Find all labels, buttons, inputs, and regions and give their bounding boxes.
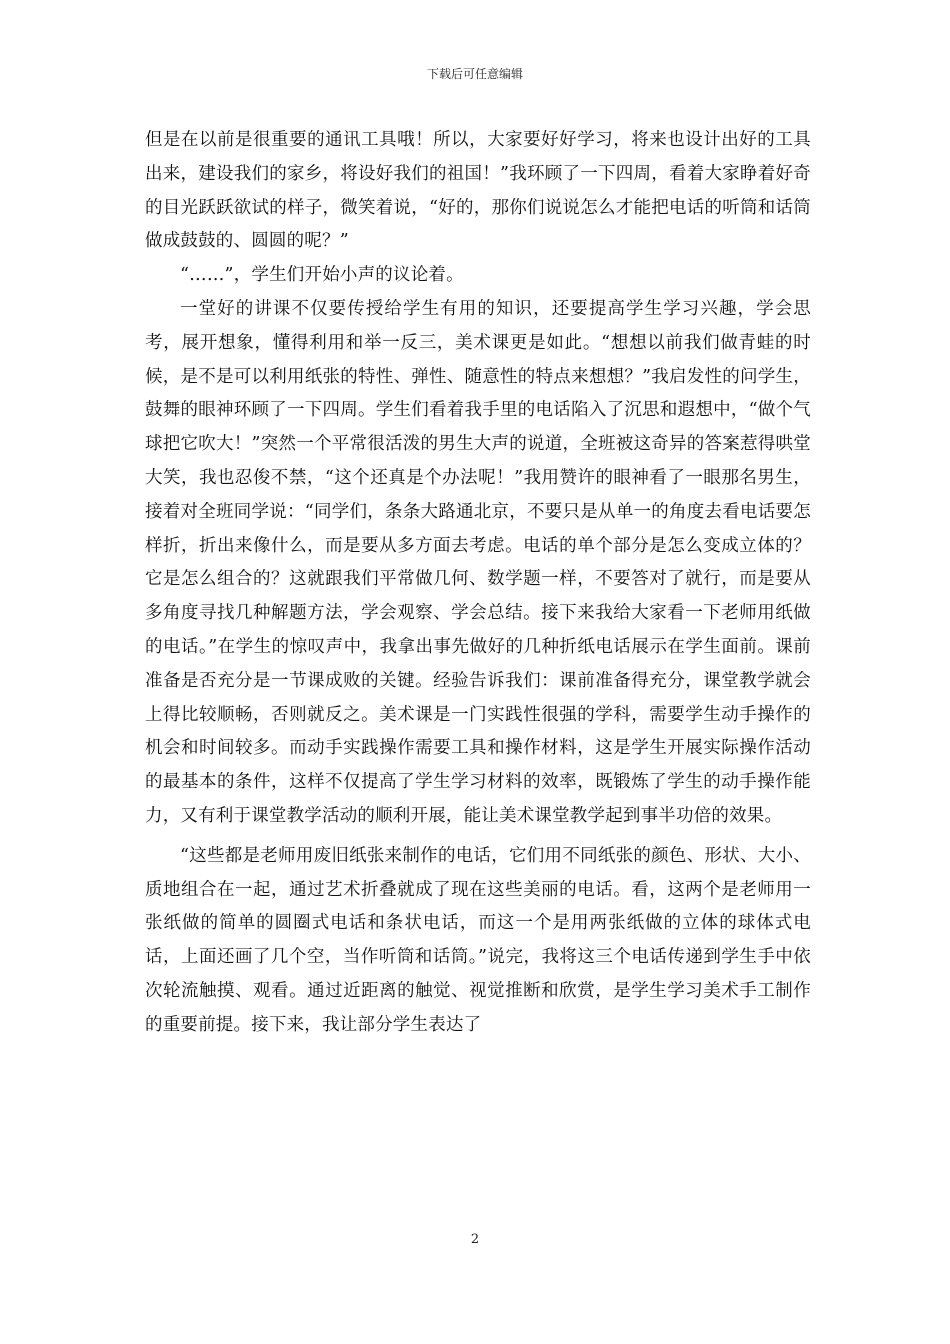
document-body [145, 124, 811, 1043]
page-header: 下载后可任意编辑 [426, 67, 523, 81]
paragraph-continuation: 但是在以前是很重要的通讯工具哦！所以，大家要好好学习，将来也设计出好的工具出来，建设我们的家乡，将设好我们的祖国！”我环顾了一下四周，看着大家睁着好奇的目光跃跃欲试的样子，微笑着说，“好的，那你们说说怎么才能把电话的听筒和话筒做成鼓鼓的、圆圆的呢？” [145, 130, 811, 252]
paragraph-discussion: “……”，学生们开始小声的议论着。 [180, 265, 464, 286]
paragraph-paper-phones: “这些都是老师用废旧纸张来制作的电话，它们用不同纸张的颜色、形状、大小、质地组合在一起，通过艺术折叠就成了现在这些美丽的电话。看，这两个是老师用一张纸做的简单的圆圈式电话和条状电话，而这一个是用两张纸做的立体的球体式电话，上面还画了几个空，当作听筒和话筒。”说完，我将这三个电话传递到学生手中依次轮流触摸、观看。通过近距离的触觉、视觉推断和欣赏，是学生学习美术手工制作的重要前提。接下来，我让部分学生表达了 [145, 845, 811, 1035]
page-number: 2 [470, 1232, 480, 1247]
paragraph-lesson-reflection: 一堂好的讲课不仅要传授给学生有用的知识，还要提高学生学习兴趣，学会思考，展开想象，懂得利用和举一反三，美术课更是如此。“想想以前我们做青蛙的时候，是不是可以利用纸张的特性、弹性、随意性的特点来想想？”我启发性的问学生，鼓舞的眼神环顾了一下四周。学生们看着我手里的电话陷入了沉思和遐想中，“做个气球把它吹大！”突然一个平常很活泼的男生大声的说道，全班被这奇异的答案惹得哄堂大笑，我也忍俊不禁，“这个还真是个办法呢！”我用赞许的眼神看了一眼那名男生，接着对全班同学说：“同学们，条条大路通北京，不要只是从单一的角度去看电话要怎样折，折出来像什么，而是要从多方面去考虑。电话的单个部分是怎么变成立体的？它是怎么组合的？这就跟我们平常做几何、数学题一样，不要答对了就行，而是要从多角度寻找几种解题方法，学会观察、学会总结。接下来我给大家看一下老师用纸做的电话。”在学生的惊叹声中，我拿出事先做好的几种折纸电话展示在学生面前。课前准备是否充分是一节课成败的关键。经验告诉我们：课前准备得充分，课堂教学就会上得比较顺畅，否则就反之。美术课是一门实践性很强的学科，需要学生动手操作的机会和时间较多。而动手实践操作需要工具和操作材料，这是学生开展实际操作活动的最基本的条件，这样不仅提高了学生学习材料的效率，既锻炼了学生的动手操作能力，又有利于课堂教学活动的顺利开展，能让美术课堂教学起到事半功倍的效果。 [145, 298, 811, 826]
